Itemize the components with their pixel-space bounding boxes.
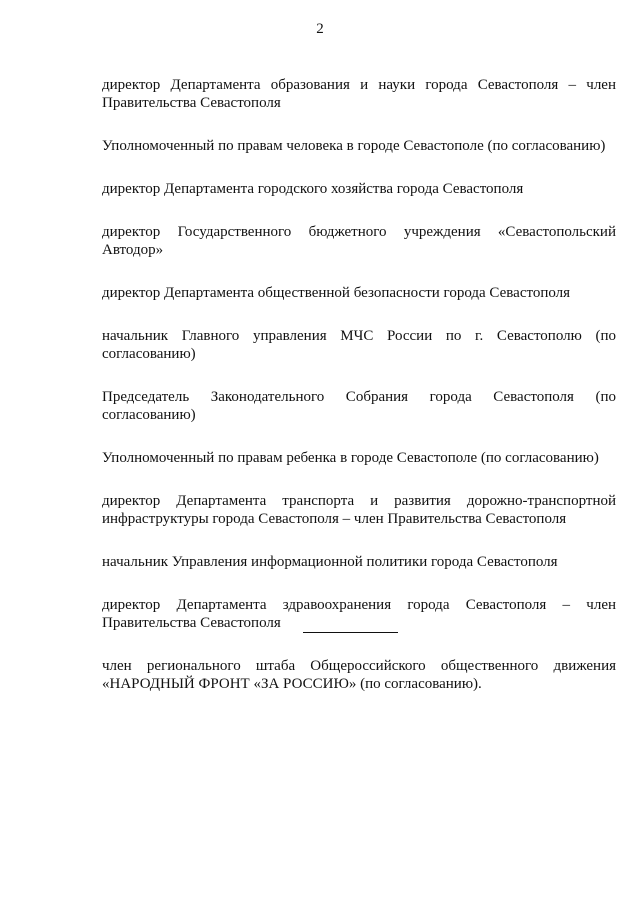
list-item: директор Департамента здравоохранения города Севастополя – член Правительства Севастополя — [102, 597, 616, 631]
list-item: директор Департамента общественной безопасности города Севастополя — [102, 285, 571, 301]
list-item: Уполномоченный по правам ребенка в городе Севастополе (по согласованию) — [102, 450, 599, 466]
list-item: Уполномоченный по правам человека в городе Севастополе (по согласованию) — [102, 138, 606, 154]
list-item: директор Департамента городского хозяйства города Севастополя — [102, 181, 524, 197]
list-item: Председатель Законодательного Собрания города Севастополя (по согласованию) — [102, 389, 616, 423]
list-item: директор Департамента образования и науки города Севастополя – член Правительства Севастополя — [102, 77, 616, 111]
member-list — [102, 76, 616, 718]
page-number: 2 — [316, 21, 324, 37]
list-item: начальник Управления информационной политики города Севастополя — [102, 554, 558, 570]
list-item: директор Государственного бюджетного учреждения «Севастопольский Автодор» — [102, 224, 616, 258]
list-item: член регионального штаба Общероссийского общественного движения «НАРОДНЫЙ ФРОНТ «ЗА РОССИЮ» (по согласованию). — [102, 658, 616, 692]
end-divider — [303, 632, 398, 633]
list-item: начальник Главного управления МЧС России по г. Севастополю (по согласованию) — [102, 328, 616, 362]
list-item: директор Департамента транспорта и развития дорожно-транспортной инфраструктуры города Севастополя – член Правительства Севастополя — [102, 493, 616, 527]
